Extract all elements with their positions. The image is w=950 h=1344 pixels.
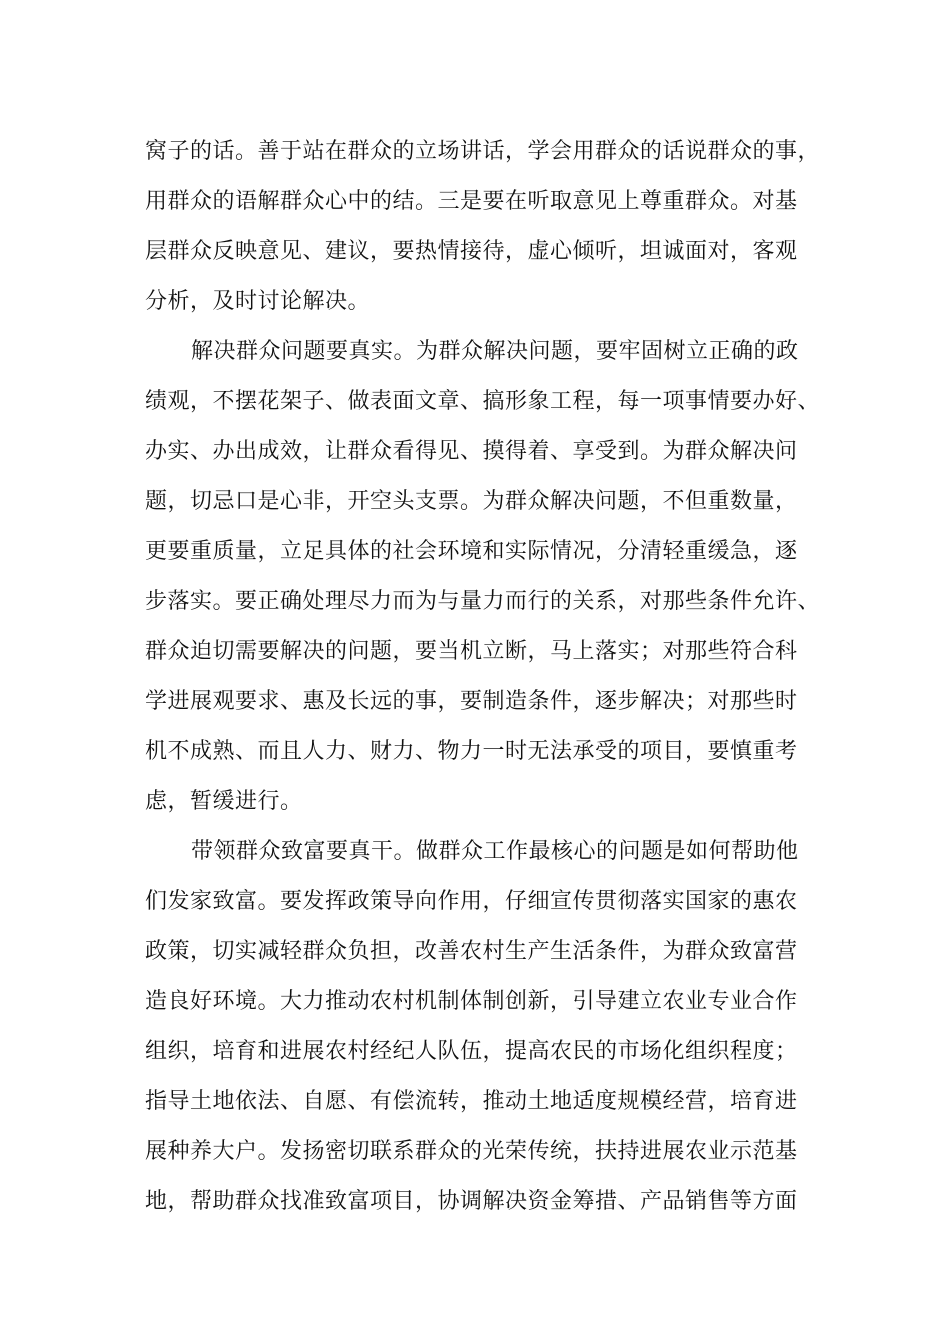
text-line: 政策，切实减轻群众负担，改善农村生产生活条件，为群众致富营 bbox=[145, 939, 798, 964]
text-line: 用群众的语解群众心中的结。三是要在听取意见上尊重群众。对基 bbox=[145, 189, 798, 214]
text-line: 解决群众问题要真实。为群众解决问题，要牢固树立正确的政 bbox=[191, 339, 799, 364]
text-line: 带领群众致富要真干。做群众工作最核心的问题是如何帮助他 bbox=[191, 839, 799, 864]
text-line: 步落实。要正确处理尽力而为与量力而行的关系，对那些条件允许、 bbox=[145, 589, 821, 614]
text-line: 题，切忌口是心非，开空头支票。为群众解决问题，不但重数量， bbox=[145, 489, 798, 514]
text-line: 分析，及时讨论解决。 bbox=[145, 289, 371, 314]
text-line: 绩观，不摆花架子、做表面文章、搞形象工程，每一项事情要办好、 bbox=[145, 389, 821, 414]
document-body bbox=[145, 127, 821, 1227]
paragraph bbox=[145, 127, 821, 327]
text-line: 窝子的话。善于站在群众的立场讲话，学会用群众的话说群众的事， bbox=[145, 139, 821, 164]
text-line: 组织，培育和进展农村经纪人队伍，提高农民的市场化组织程度； bbox=[145, 1039, 798, 1064]
paragraph bbox=[145, 327, 821, 827]
text-line: 机不成熟、而且人力、财力、物力一时无法承受的项目，要慎重考 bbox=[145, 739, 798, 764]
text-line: 群众迫切需要解决的问题，要当机立断，马上落实；对那些符合科 bbox=[145, 639, 798, 664]
text-line: 展种养大户。发扬密切联系群众的光荣传统，扶持进展农业示范基 bbox=[145, 1139, 798, 1164]
text-line: 造良好环境。大力推动农村机制体制创新，引导建立农业专业合作 bbox=[145, 989, 798, 1014]
text-line: 办实、办出成效，让群众看得见、摸得着、享受到。为群众解决问 bbox=[145, 439, 798, 464]
text-line: 学进展观要求、惠及长远的事，要制造条件，逐步解决；对那些时 bbox=[145, 689, 798, 714]
text-line: 们发家致富。要发挥政策导向作用，仔细宣传贯彻落实国家的惠农 bbox=[145, 889, 798, 914]
paragraph bbox=[145, 827, 815, 1227]
text-line: 更要重质量，立足具体的社会环境和实际情况，分清轻重缓急，逐 bbox=[145, 539, 798, 564]
text-line: 层群众反映意见、建议，要热情接待，虚心倾听，坦诚面对，客观 bbox=[145, 239, 798, 264]
text-line: 虑，暂缓进行。 bbox=[145, 789, 303, 814]
text-line: 指导土地依法、自愿、有偿流转，推动土地适度规模经营，培育进 bbox=[145, 1089, 798, 1114]
text-line: 地，帮助群众找准致富项目，协调解决资金筹措、产品销售等方面 bbox=[145, 1189, 798, 1214]
